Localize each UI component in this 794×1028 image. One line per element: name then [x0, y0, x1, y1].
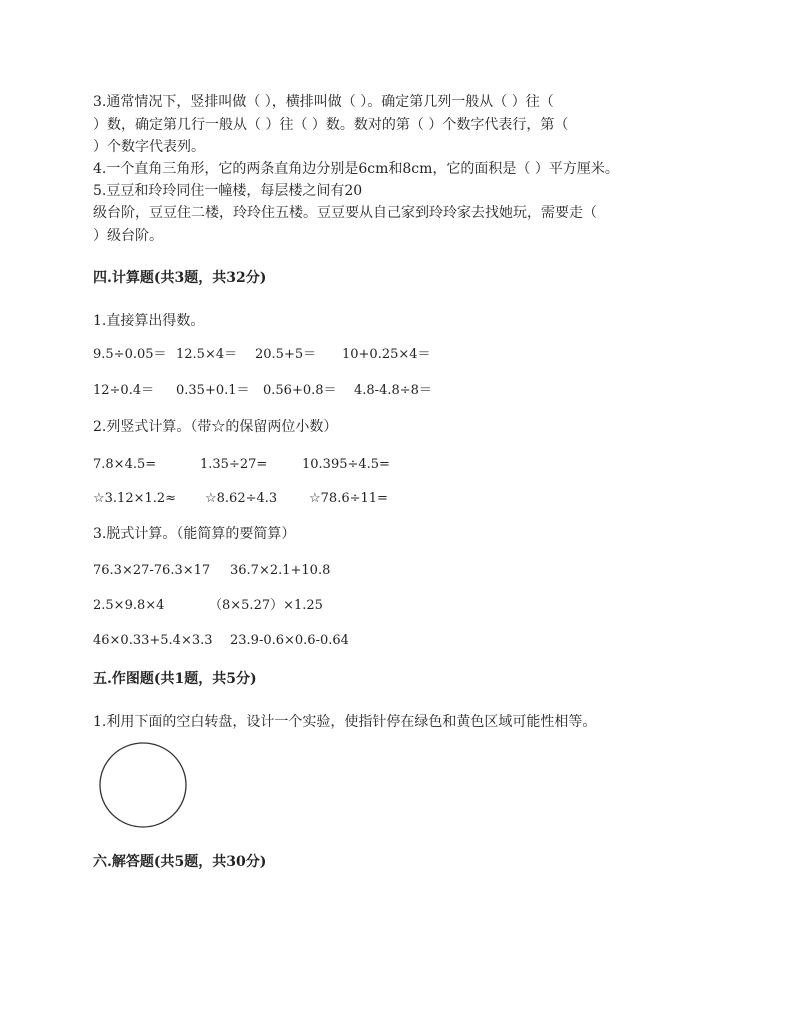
calc-item: 9.5÷0.05＝	[93, 347, 167, 362]
drawing-question-1: 1.利用下面的空白转盘，设计一个实验，使指针停在绿色和黄色区域可能性相等。	[93, 714, 597, 730]
question-3-line-2: ）数，确定第几行一般从（ ）往（ ）数。数对的第（ ）个数字代表行，第（	[93, 117, 569, 133]
question-3-line-3: ）个数字代表列。	[93, 139, 205, 155]
calc-item: 46×0.33+5.4×3.3	[93, 633, 213, 648]
calc-item: 36.7×2.1+10.8	[230, 563, 331, 578]
question-3-line-1: 3.通常情况下，竖排叫做（ ），横排叫做（ ）。确定第几列一般从（ ）往（	[93, 94, 554, 110]
calc-item: 1.35÷27=	[200, 457, 268, 472]
calc-item: 7.8×4.5=	[93, 457, 157, 472]
question-5-line-2: 级台阶，豆豆住二楼，玲玲住五楼。豆豆要从自己家到玲玲家去找她玩，需要走（	[93, 205, 597, 221]
calc-item: ☆3.12×1.2≈	[93, 491, 177, 506]
calc-item: 2.5×9.8×4	[93, 598, 165, 613]
calc-item: 0.35+0.1＝	[176, 383, 250, 398]
calc-item: 10+0.25×4＝	[342, 347, 431, 362]
section-5-heading: 五.作图题(共1题，共5分)	[93, 671, 257, 687]
section-4-heading: 四.计算题(共3题，共32分)	[93, 270, 267, 286]
calc-item: 20.5+5＝	[255, 347, 317, 362]
calc-question-3-title: 3.脱式计算。（能简算的要简算）	[93, 526, 296, 542]
section-6-heading: 六.解答题(共5题，共30分)	[93, 854, 267, 870]
calc-item: 0.56+0.8＝	[263, 383, 337, 398]
calc-item: ☆8.62÷4.3	[205, 491, 278, 506]
calc-question-2-title: 2.列竖式计算。（带☆的保留两位小数）	[93, 419, 338, 435]
question-5-line-1: 5.豆豆和玲玲同住一幢楼，每层楼之间有20	[93, 183, 363, 199]
calc-item: 4.8-4.8÷8＝	[354, 383, 432, 398]
calc-item: 76.3×27-76.3×17	[93, 563, 211, 578]
calc-item: 23.9-0.6×0.6-0.64	[230, 633, 349, 648]
calc-item: 12.5×4＝	[176, 347, 238, 362]
calc-item: 12÷0.4＝	[93, 383, 155, 398]
calc-item: ☆78.6÷11=	[309, 491, 388, 506]
calc-question-1-title: 1.直接算出得数。	[93, 313, 205, 329]
calc-item: 10.395÷4.5=	[302, 457, 390, 472]
question-4: 4.一个直角三角形，它的两条直角边分别是6cm和8cm，它的面积是（ ）平方厘米。	[93, 161, 619, 177]
calc-item: （8×5.27）×1.25	[209, 598, 323, 613]
question-5-line-3: ）级台阶。	[93, 228, 163, 244]
blank-spinner-circle	[99, 742, 187, 828]
